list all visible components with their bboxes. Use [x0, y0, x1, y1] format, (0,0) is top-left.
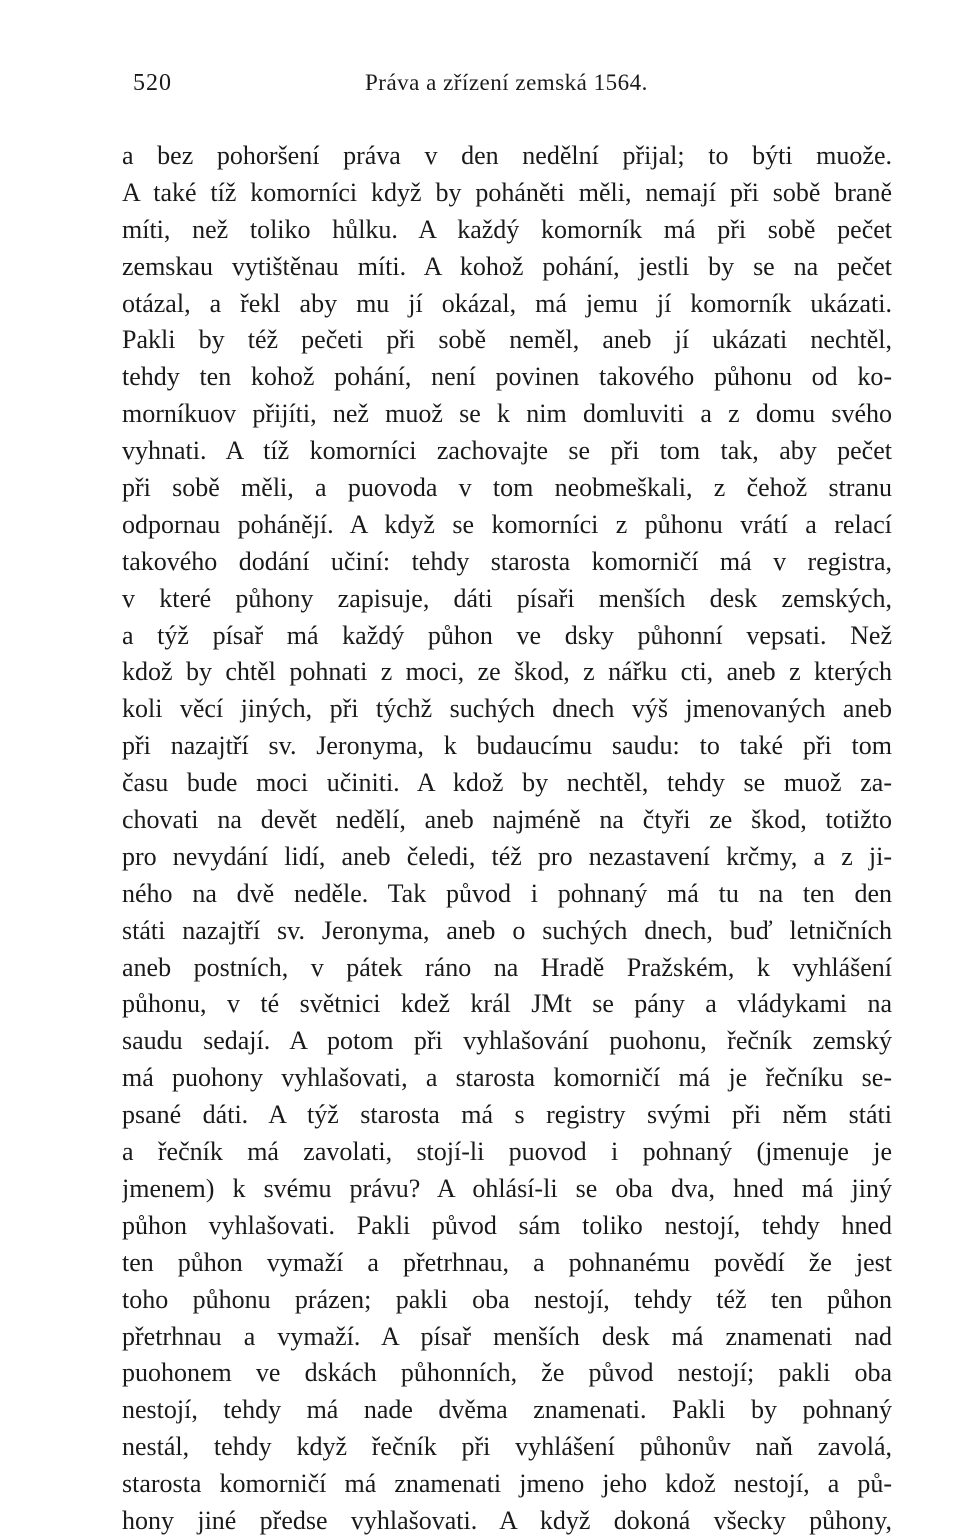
text-line: koli věcí jiných, při týchž suchých dnech výš jmenovaných aneb [122, 694, 892, 724]
text-line: a bez pohoršení práva v den nedělní přijal; to býti muože. [122, 141, 892, 170]
text-line: a řečník má zavolati, stojí-li puovod i pohnaný (jmenuje je [122, 1137, 892, 1167]
text-line: nestál, tehdy když řečník při vyhlášení půhonův naň zavolá, [122, 1432, 892, 1462]
text-line: ného na dvě neděle. Tak původ i pohnaný má tu na ten den [122, 878, 892, 908]
text-line: aneb postních, v pátek ráno na Hradě Pražském, k vyhlášení [122, 952, 892, 982]
text-line: při sobě měli, a puovoda v tom neobmeškali, z čehož stranu [122, 473, 892, 503]
running-title: Práva a zřízení zemská 1564. [365, 70, 648, 95]
text-line: saudu sedají. A potom při vyhlašování puohonu, řečník zemský [122, 1026, 892, 1056]
text-line: vyhnati. A tíž komorníci zachovajte se při tom tak, aby pečet [122, 436, 892, 466]
text-line: půhonu, v té světnici kdež král JMt se pány a vládykami na [122, 989, 892, 1019]
text-line: přetrhnau a vymaží. A písař menších desk má znamenati nad [122, 1321, 892, 1351]
text-line: ten půhon vymaží a přetrhnau, a pohnanému povědí že jest [122, 1247, 892, 1277]
page-header [133, 70, 890, 102]
text-line: toho půhonu prázen; pakli oba nestojí, tehdy též ten půhon [122, 1284, 892, 1314]
text-line: kdož by chtěl pohnati z moci, ze škod, z nářku cti, aneb z kterých [122, 657, 892, 687]
text-line: starosta komorničí má znamenati jmeno jeho kdož nestojí, a pů- [122, 1469, 892, 1499]
text-line: morníkuov přijíti, než muož se k nim domluviti a z domu svého [122, 399, 892, 429]
page-number: 520 [133, 70, 172, 96]
body-text [122, 138, 892, 1540]
text-line: A také tíž komorníci když by poháněti měli, nemají při sobě braně [122, 177, 892, 207]
text-line: psané dáti. A týž starosta má s registry svými při něm státi [122, 1100, 892, 1130]
text-line: tehdy ten kohož pohání, není povinen takového půhonu od ko- [122, 362, 892, 392]
text-line: míti, než toliko hůlku. A každý komorník má při sobě pečet [122, 214, 892, 244]
text-line: jmenem) k svému právu? A ohlásí-li se oba dva, hned má jiný [122, 1173, 892, 1203]
text-line: při nazajtří sv. Jeronyma, k budaucímu saudu: to také při tom [122, 731, 892, 761]
text-line: v které půhony zapisuje, dáti písaři menších desk zemských, [122, 583, 892, 613]
text-line: času bude moci učiniti. A kdož by nechtěl, tehdy se muož za- [122, 768, 892, 798]
text-line: a týž písař má každý půhon ve dsky půhonní vepsati. Než [122, 620, 892, 650]
text-line: hony jiné předse vyhlašovati. A když dokoná všecky půhony, [122, 1505, 892, 1535]
text-line: pro nevydání lidí, aneb čeledi, též pro nezastavení krčmy, a z ji- [122, 841, 892, 871]
text-line: půhon vyhlašovati. Pakli původ sám toliko nestojí, tehdy hned [122, 1210, 892, 1240]
text-line: zemskau vytištěnau míti. A kohož pohání, jestli by se na pečet [122, 251, 892, 281]
text-line: nestojí, tehdy má nade dvěma znamenati. Pakli by pohnaný [122, 1395, 892, 1425]
text-line: má puohony vyhlašovati, a starosta komorničí má je řečníku se- [122, 1063, 892, 1093]
text-line: odpornau pohánějí. A když se komorníci z půhonu vrátí a relací [122, 509, 892, 539]
text-line: chovati na devět nedělí, aneb najméně na čtyři ze škod, totižto [122, 805, 892, 835]
text-line: takového dodání učiní: tehdy starosta komorničí má v registra, [122, 546, 892, 576]
text-line: otázal, a řekl aby mu jí okázal, má jemu jí komorník ukázati. [122, 288, 892, 318]
text-line: státi nazajtří sv. Jeronyma, aneb o suchých dnech, buď letničních [122, 915, 892, 945]
text-line: Pakli by též pečeti při sobě neměl, aneb jí ukázati nechtěl, [122, 325, 892, 355]
text-line: puohonem ve dskách půhonních, že původ nestojí; pakli oba [122, 1358, 892, 1388]
